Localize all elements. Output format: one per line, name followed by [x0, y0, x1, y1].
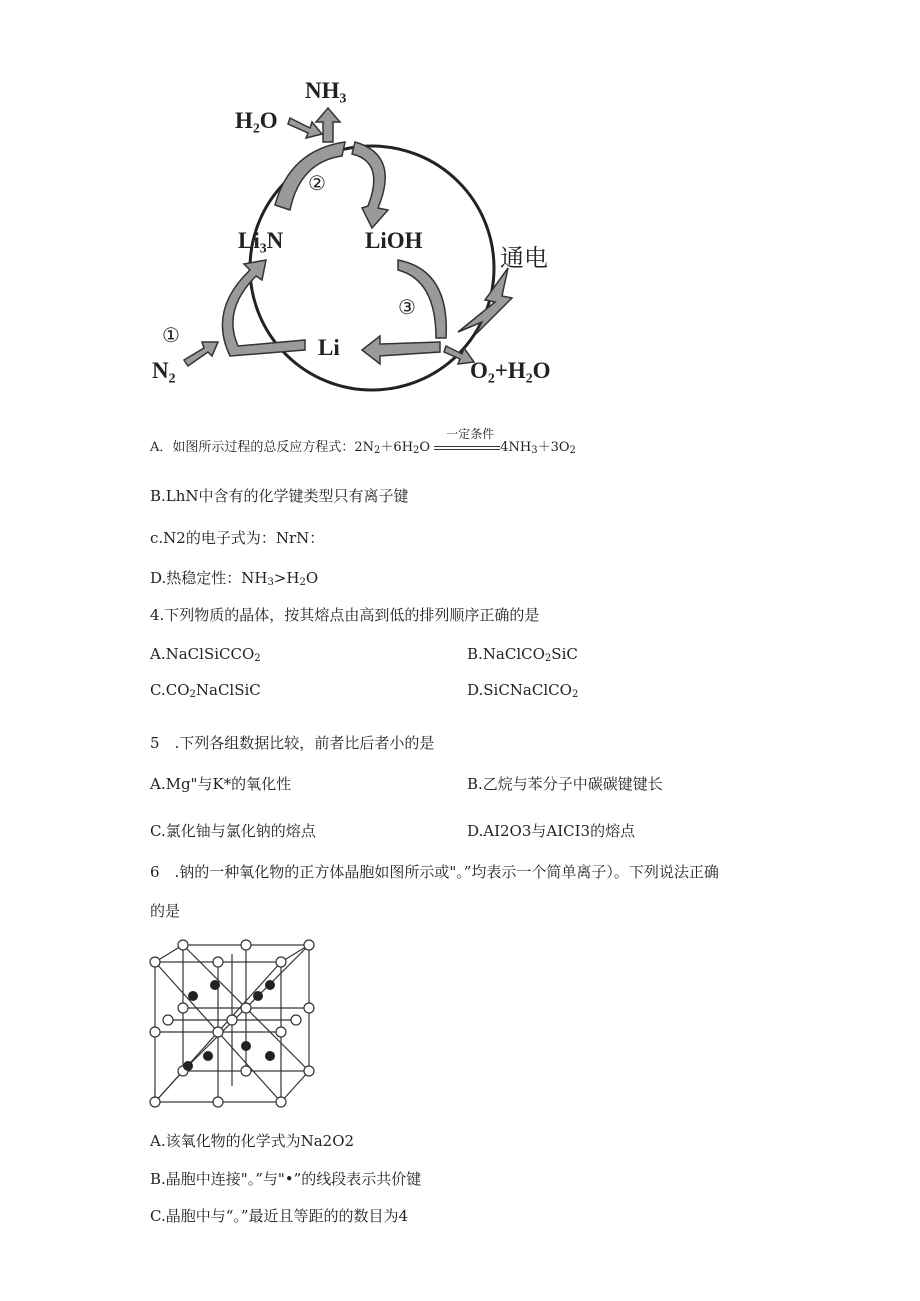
lightning-icon: [458, 268, 512, 334]
label-o2-h2o: O₂+H₂O: [470, 358, 551, 383]
label-li: Li: [318, 335, 340, 360]
label-li3n: Li₃N: [238, 228, 284, 253]
q3-option-a: A．如图所示过程的总反应方程式：$2N_2+6H_2O$ 一定条件 $4NH_3+3O_2$: [150, 426, 576, 456]
q4-stem: 4.下列物质的晶体，按其熔点由高到低的排列顺序正确的是: [150, 606, 540, 624]
label-lioh: LiOH: [365, 228, 423, 253]
arrow-to-li: [362, 336, 440, 364]
q4-option-c: $C.CO_2NaClSiC$: [150, 681, 261, 700]
reaction-condition: 一定条件: [446, 426, 495, 441]
q4-option-b: B.NaClCO$_2$SiC: [467, 645, 578, 664]
q6-stem-line2: 的是: [150, 902, 181, 920]
crystal-cell-diagram: [148, 938, 323, 1113]
arrow-nh3-out: [316, 108, 340, 142]
q5-option-c: C.氯化铀与氯化钠的熔点: [150, 822, 316, 840]
q6-option-c: C.晶胞中与“。”最近且等距的的数目为4: [150, 1207, 409, 1225]
q4-option-a: A.NaClSiCCO$_2$: [150, 645, 261, 664]
q6-option-b: B.晶胞中连接"。”与"•”的线段表示共价键: [150, 1170, 422, 1188]
q3-option-c: c.N2的电子式为：NrN：: [150, 529, 325, 547]
label-n2: N₂: [152, 358, 176, 383]
label-nh3: NH₃: [305, 78, 347, 103]
lithium-cycle-diagram: [140, 70, 590, 400]
q4-option-d: D.SiCNaClCO$_2$: [467, 681, 579, 700]
q5-option-d: D.AI2O3与AICI3的熔点: [467, 822, 636, 840]
arrow-to-lioh: [352, 142, 388, 228]
q5-option-a: A.Mg"与K*的氧化性: [150, 775, 292, 793]
q5-option-b: B.乙烷与苯分子中碳碳键键长: [467, 775, 663, 793]
q3-option-d: D.热稳定性：$NH_3>H_2O$: [150, 569, 319, 588]
q5-stem: 5 .下列各组数据比较，前者比后者小的是: [150, 734, 435, 752]
arrow-li-to-li3n: [222, 260, 305, 356]
step-1: ①: [162, 323, 180, 347]
label-electrolysis: 通电: [500, 244, 548, 272]
step-2: ②: [308, 171, 326, 195]
q6-option-a: A.该氧化物的化学式为Na2O2: [150, 1132, 355, 1150]
label-h2o-in: H₂O: [235, 108, 278, 133]
q3-option-b: B.LhN中含有的化学键类型只有离子键: [150, 487, 409, 505]
arrow-n2-in: [184, 342, 218, 366]
step-3: ③: [398, 295, 416, 319]
q6-stem-line1: 6 .钠的一种氧化物的正方体晶胞如图所示或"。”均表示一个简单离子）。下列说法正确: [150, 863, 719, 881]
